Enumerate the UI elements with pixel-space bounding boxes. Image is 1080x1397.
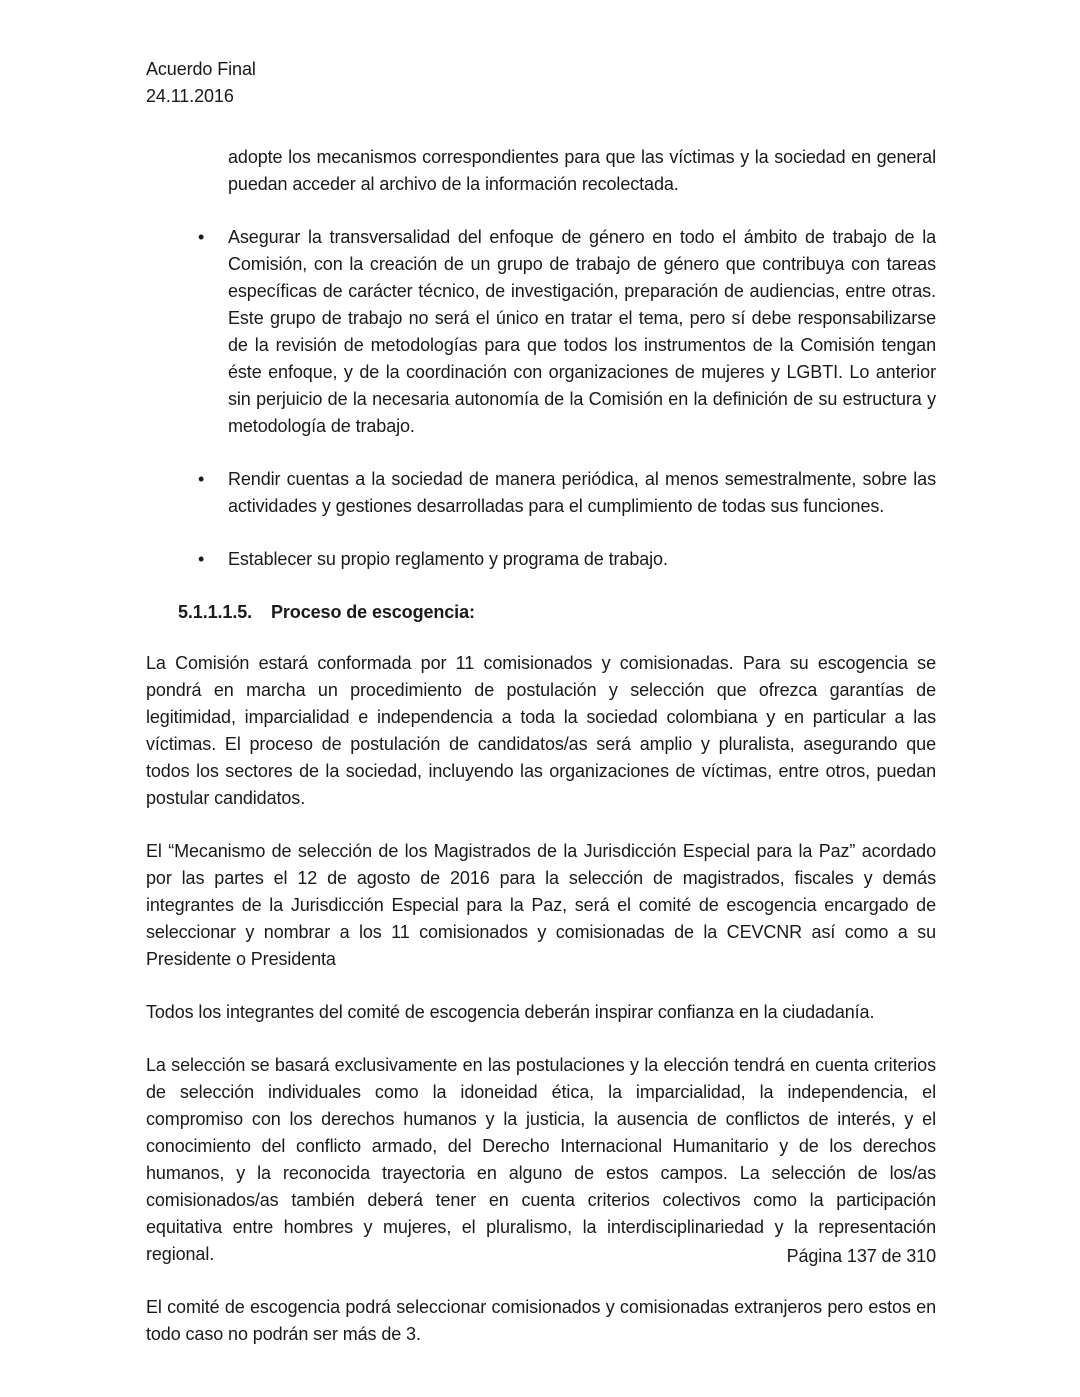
- paragraph: Todos los integrantes del comité de escogencia deberán inspirar confianza en la ciudadanía.: [146, 1002, 875, 1022]
- bullet-icon: •: [198, 227, 205, 247]
- bullet-text: Establecer su propio reglamento y programa de trabajo.: [228, 549, 668, 569]
- bullet-text: Rendir cuentas a la sociedad de manera periódica, al menos semestralmente, sobre las actividades y gestiones desarrolladas para el cumplimiento de todas sus funciones.: [228, 469, 936, 516]
- paragraph: El comité de escogencia podrá seleccionar comisionados y comisionadas extranjeros pero estos en todo caso no podrán ser más de 3.: [146, 1297, 936, 1344]
- bullet-icon: •: [198, 549, 205, 569]
- bullet-list: [146, 224, 936, 573]
- paragraph: La selección se basará exclusivamente en las postulaciones y la elección tendrá en cuenta criterios de selección individuales como la idoneidad ética, la imparcialidad, la independencia, el compromiso con los derechos humanos y la justicia, la ausencia de conflictos de interés, y el conocimiento del conflicto armado, del Derecho Internacional Humanitario y de los derechos humanos, y la reconocida trayectoria en alguno de estos campos. La selección de los/as comisionados/as también deberá tener en cuenta criterios colectivos como la participación equitativa entre hombres y mujeres, el pluralismo, la interdisciplinariedad y la representación regional.: [146, 1055, 936, 1264]
- bullet-item: [146, 546, 936, 573]
- page-footer: [787, 1243, 936, 1270]
- paragraph: El “Mecanismo de selección de los Magistrados de la Jurisdicción Especial para la Paz” acordado por las partes el 12 de agosto de 2016 para la selección de magistrados, fiscales y demás integrantes de la Jurisdicción Especial para la Paz, será el comité de escogencia encargado de seleccionar y nombrar a los 11 comisionados y comisionadas de la CEVCNR así como a su Presidente o Presidenta: [146, 841, 936, 969]
- header-title: Acuerdo Final: [146, 59, 256, 79]
- page-number: Página 137 de 310: [786, 1246, 936, 1266]
- section-title: Proceso de escogencia:: [271, 602, 475, 622]
- paragraph: La Comisión estará conformada por 11 comisionados y comisionadas. Para su escogencia se pondrá en marcha un procedimiento de postulación y selección que ofrezca garantías de legitimidad, imparcialidad e independencia a toda la sociedad colombiana y en particular a las víctimas. El proceso de postulación de candidatos/as será amplio y pluralista, asegurando que todos los sectores de la sociedad, incluyendo las organizaciones de víctimas, entre otros, puedan postular candidatos.: [146, 653, 936, 808]
- bullet-icon: •: [198, 469, 205, 489]
- page-header: [146, 56, 936, 110]
- bullet-item: [146, 466, 936, 520]
- continuation-paragraph: adopte los mecanismos correspondientes para que las víctimas y la sociedad en general puedan acceder al archivo de la información recolectada.: [228, 147, 936, 194]
- bullet-text: Asegurar la transversalidad del enfoque de género en todo el ámbito de trabajo de la Comisión, con la creación de un grupo de trabajo de género que contribuya con tareas específicas de carácter técnico, de investigación, preparación de audiencias, entre otras. Este grupo de trabajo no será el único en tratar el tema, pero sí debe responsabilizarse de la revisión de metodologías para que todos los instrumentos de la Comisión tengan éste enfoque, y de la coordinación con organizaciones de mujeres y LGBTI. Lo anterior sin perjuicio de la necesaria autonomía de la Comisión en la definición de su estructura y metodología de trabajo.: [228, 227, 936, 436]
- bullet-item: [146, 224, 936, 440]
- section-number: 5.1.1.1.5.: [178, 602, 253, 622]
- section-heading: [146, 599, 936, 626]
- header-date: 24.11.2016: [146, 86, 234, 106]
- page-body: [146, 144, 936, 1348]
